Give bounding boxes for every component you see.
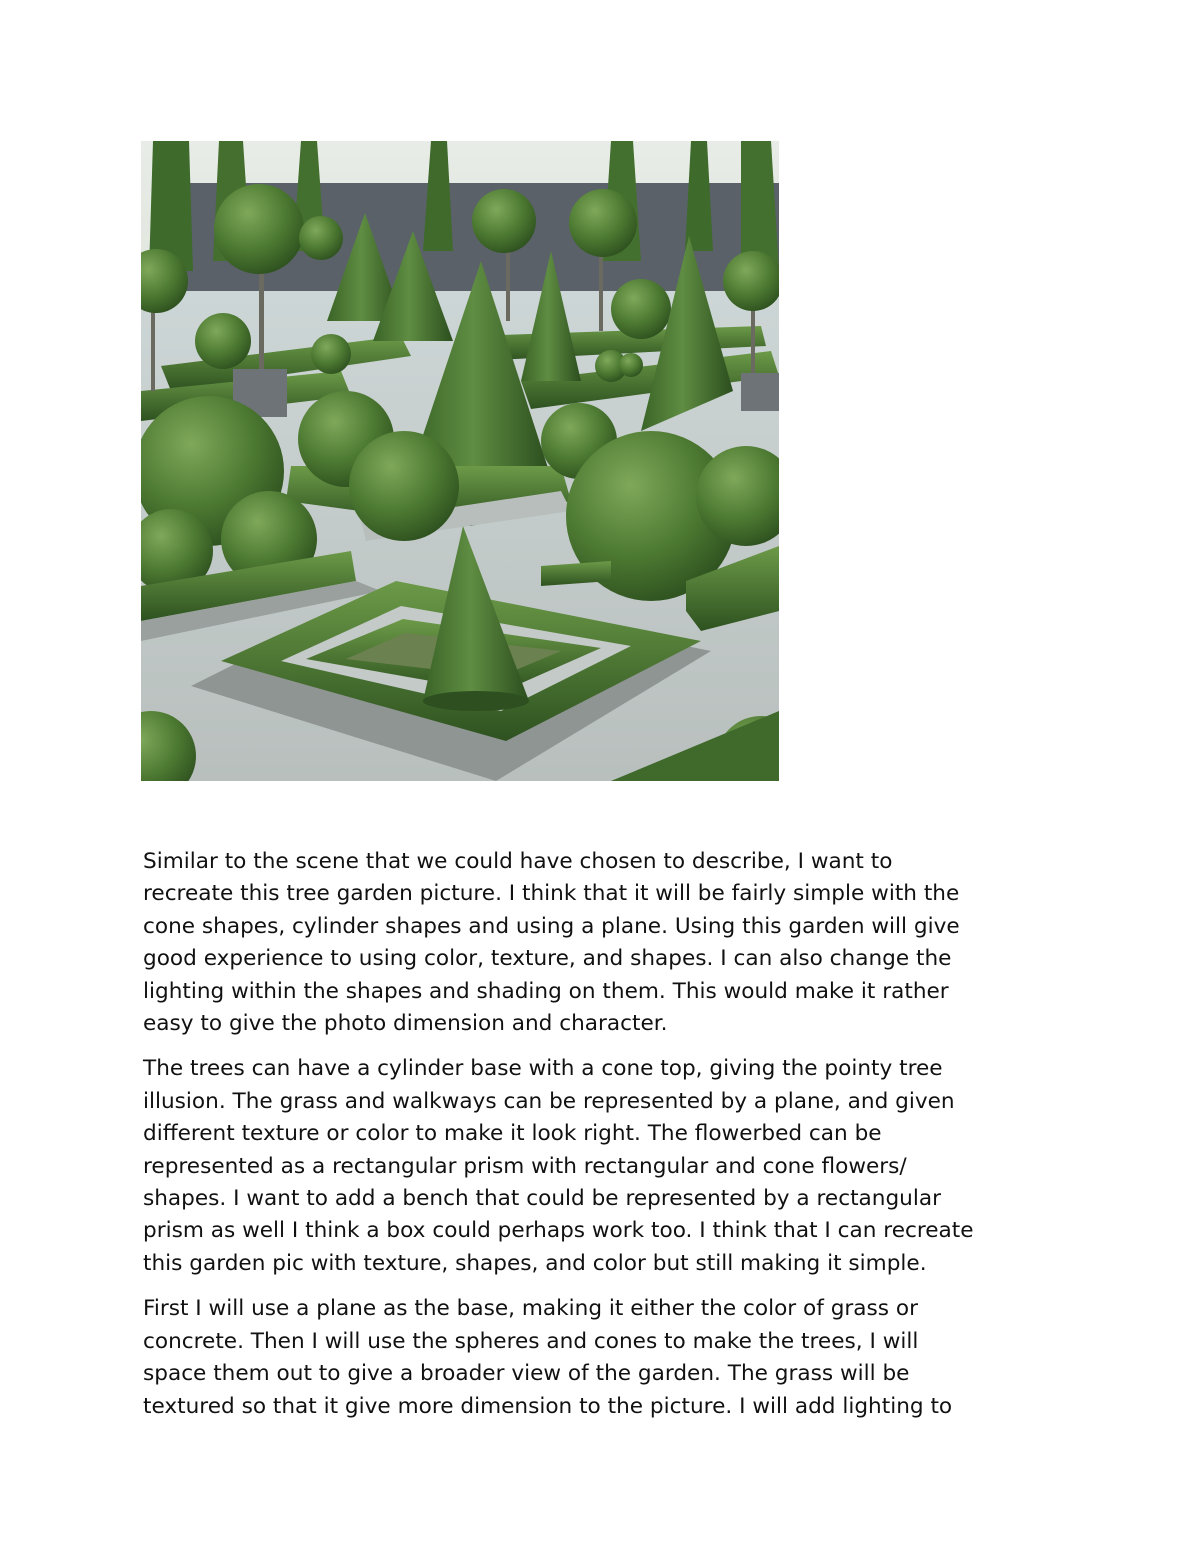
topiary-garden-icon: [141, 141, 779, 781]
text-line: recreate this tree garden picture. I think that it will be fairly simple with the: [143, 881, 960, 907]
text-line: concrete. Then I will use the spheres and cones to make the trees, I will: [143, 1328, 919, 1354]
text-line: good experience to using color, texture, and shapes. I can also change the: [143, 946, 952, 972]
paragraph-2: [143, 1053, 1073, 1280]
text-line: shapes. I want to add a bench that could be represented by a rectangular: [143, 1186, 941, 1212]
text-line: prism as well I think a box could perhaps work too. I think that I can recreate: [143, 1218, 974, 1244]
text-line: textured so that it give more dimension to the picture. I will add lighting to: [143, 1393, 953, 1419]
text-line: The trees can have a cylinder base with a cone top, giving the pointy tree: [143, 1056, 943, 1082]
text-line: space them out to give a broader view of the garden. The grass will be: [143, 1361, 910, 1387]
text-line: lighting within the shapes and shading on them. This would make it rather: [143, 978, 949, 1004]
text-line: easy to give the photo dimension and character.: [143, 1011, 668, 1037]
paragraph-3: [143, 1293, 1073, 1423]
text-line: different texture or color to make it look right. The flowerbed can be: [143, 1121, 882, 1147]
text-line: First I will use a plane as the base, making it either the color of grass or: [143, 1296, 918, 1322]
text-line: Similar to the scene that we could have chosen to describe, I want to: [143, 849, 893, 874]
body-text: [143, 846, 1073, 1436]
text-line: cone shapes, cylinder shapes and using a plane. Using this garden will give: [143, 913, 960, 939]
text-line: illusion. The grass and walkways can be represented by a plane, and given: [143, 1088, 955, 1114]
text-line: represented as a rectangular prism with rectangular and cone flowers/: [143, 1153, 907, 1179]
text-line: this garden pic with texture, shapes, and color but still making it simple.: [143, 1250, 927, 1276]
paragraph-1: [143, 846, 1073, 1040]
garden-image: [141, 141, 779, 781]
